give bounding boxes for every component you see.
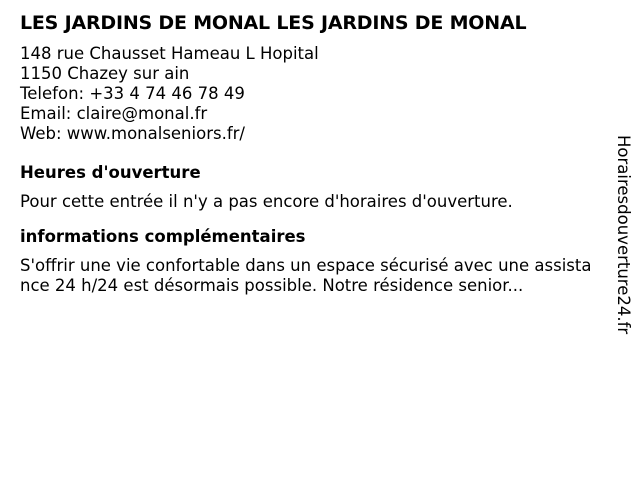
additional-info-heading: informations complémentaires	[20, 227, 306, 246]
listing-title: LES JARDINS DE MONAL LES JARDINS DE MONAL	[20, 12, 527, 34]
site-name-vertical: Horairesdouverture24.fr	[614, 135, 633, 335]
address-city: 1150 Chazey sur ain	[20, 64, 190, 83]
email-address: Email: claire@monal.fr	[20, 104, 208, 123]
website-url: Web: www.monalseniors.fr/	[20, 124, 245, 143]
address-street: 148 rue Chausset Hameau L Hopital	[20, 44, 319, 63]
additional-info-text: S'offrir une vie confortable dans un espace sécurisé avec une assistance 24 h/24 est désormais possible. Notre résidence senior...	[20, 256, 592, 295]
opening-hours-text: Pour cette entrée il n'y a pas encore d'horaires d'ouverture.	[20, 192, 513, 211]
contact-block	[20, 44, 595, 144]
opening-hours-heading: Heures d'ouverture	[20, 163, 201, 182]
listing-content	[20, 10, 595, 296]
phone-number: Telefon: +33 4 74 46 78 49	[20, 84, 245, 103]
